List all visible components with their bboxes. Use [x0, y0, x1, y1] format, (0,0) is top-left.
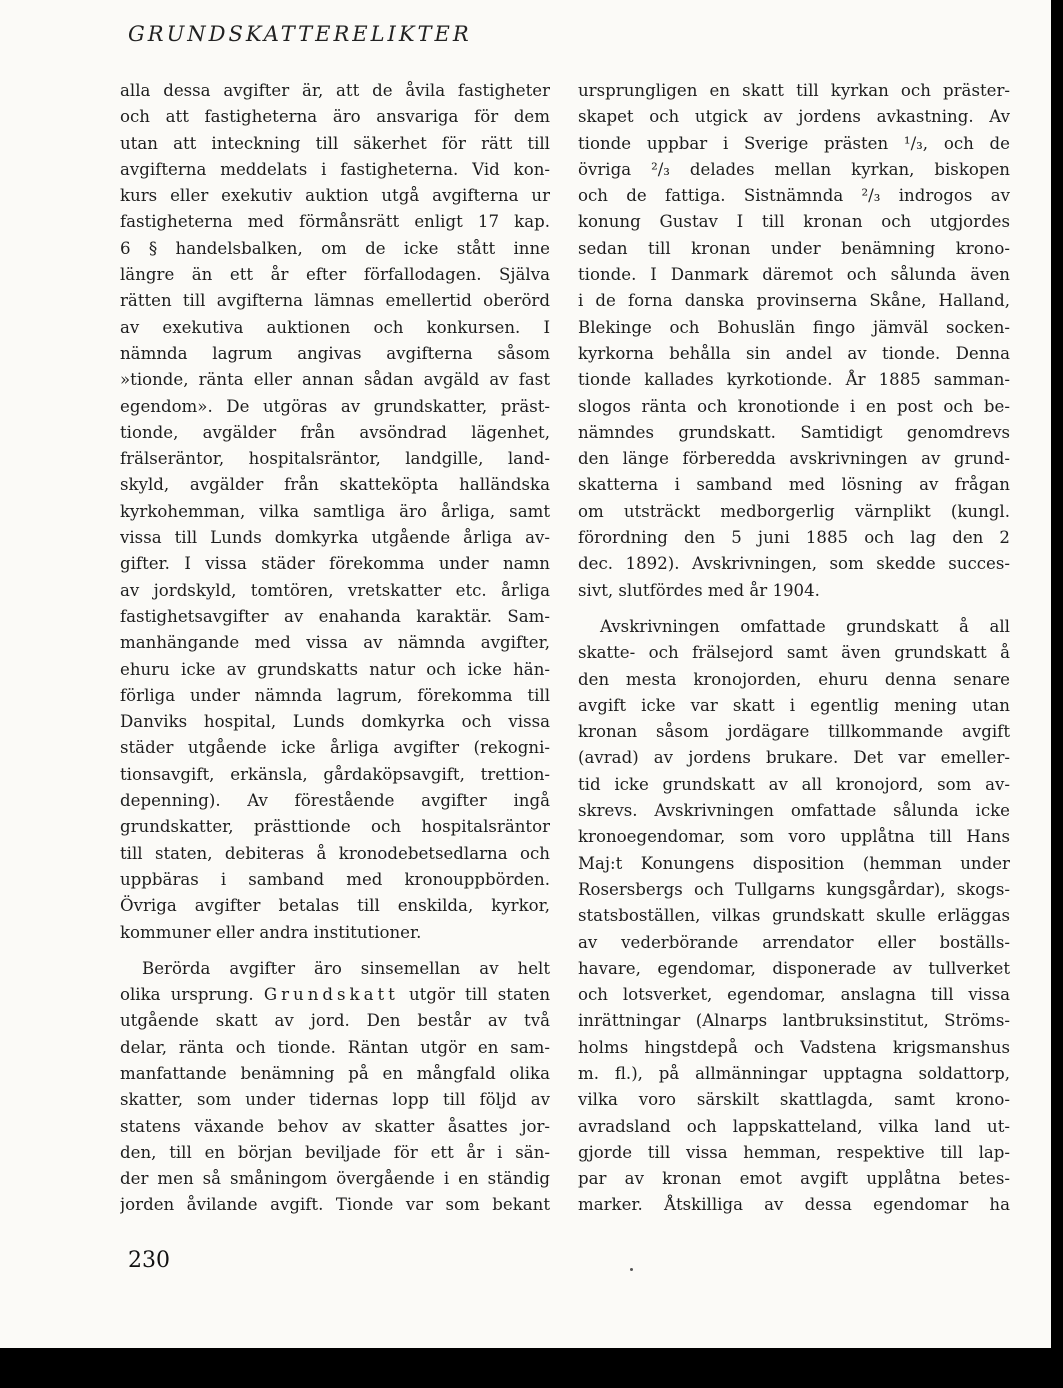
text-line: i de forna danska provinserna Skåne, Halland, [578, 291, 1010, 311]
text-line: längre än ett år efter förfallodagen. Själva [120, 265, 550, 285]
text-line: m. fl.), på allmänningar upptagna soldattorp, [578, 1063, 1010, 1083]
running-head: GRUNDSKATTERELIKTER [128, 22, 472, 46]
text-line: frälseräntor, hospitalsräntor, landgille, land- [120, 449, 550, 469]
text-run: utgör till staten [408, 985, 550, 1005]
text-line: utgående skatt av jord. Den består av två [120, 1011, 550, 1031]
left-column [120, 78, 550, 1219]
text-line: Rosersbergs och Tullgarns kungsgårdar), skogs- [578, 879, 1010, 899]
page-number: 230 [128, 1248, 170, 1273]
text-line: kyrkohemman, vilka samtliga äro årliga, samt [120, 501, 550, 521]
paragraph [120, 956, 550, 1219]
text-line: skrevs. Avskrivningen omfattade sålunda icke [578, 801, 1010, 821]
text-line: skatte- och frälsejord samt även grundskatt å [578, 643, 1010, 663]
text-line: om utsträckt medborgerlig värnplikt (kungl. [578, 501, 1010, 521]
text-line: ursprungligen en skatt till kyrkan och präster- [578, 81, 1010, 100]
scan-speck [630, 1268, 633, 1271]
text-line: par av kronan emot avgift upplåtna betes- [578, 1169, 1010, 1189]
text-line: havare, egendomar, disponerade av tullverket [578, 958, 1010, 978]
text-line: tionde kallades kyrkotionde. År 1885 samman- [578, 370, 1010, 390]
text-line: av jordskyld, tomtören, vretskatter etc. årliga [120, 580, 550, 600]
paragraph [578, 614, 1010, 1219]
text-line: Avskrivningen omfattade grundskatt å all [600, 616, 1010, 636]
text-line: manfattande benämning på en mångfald olika [120, 1063, 550, 1083]
text-line: kyrkorna behålla sin andel av tionde. Denna [578, 343, 1010, 363]
text-line: vissa till Lunds domkyrka utgående årliga av- [120, 528, 550, 548]
text-line: gjorde till vissa hemman, respektive till lap- [578, 1142, 1010, 1162]
text-line: Maj:t Konungens disposition (hemman under [578, 853, 1010, 873]
scan-border-right [1051, 0, 1063, 1388]
text-line: konung Gustav I till kronan och utgjordes [578, 212, 1010, 232]
text-line: avradsland och lappskatteland, vilka land ut- [578, 1116, 1010, 1136]
text-line: tid icke grundskatt av all kronojord, som av- [578, 774, 1010, 794]
text-line: egendom». De utgöras av grundskatter, präst- [120, 396, 550, 416]
right-column [578, 78, 1010, 1219]
text-line: städer utgående icke årliga avgifter (rekogni- [120, 738, 550, 758]
text-line: av vederbörande arrendator eller boställs- [578, 932, 1010, 952]
text-line: Blekinge och Bohuslän fingo jämväl socken- [578, 317, 1010, 337]
text-line [120, 982, 550, 1008]
text-line: depenning). Av förestående avgifter ingå [120, 791, 550, 811]
text-line: inrättningar (Alnarps lantbruksinstitut, Ströms- [578, 1011, 1010, 1031]
text-line: Övriga avgifter betalas till enskilda, kyrkor, [120, 896, 550, 916]
text-line: »tionde, ränta eller annan sådan avgäld av fast [120, 370, 550, 390]
text-line: nämnda lagrum angivas avgifterna såsom [120, 343, 550, 363]
text-line: Berörda avgifter äro sinsemellan av helt [142, 958, 550, 978]
text-line: 6 § handelsbalken, om de icke stått inne [120, 238, 550, 258]
text-line: utan att inteckning till säkerhet för rätt till [120, 133, 550, 153]
text-line: förordning den 5 juni 1885 och lag den 2 [578, 528, 1010, 548]
text-line: jorden åvilande avgift. Tionde var som bekant [120, 1195, 550, 1215]
text-line: gifter. I vissa städer förekomma under namn [120, 554, 550, 574]
text-line: tionde, avgälder från avsöndrad lägenhet, [120, 422, 550, 442]
text-line: kronoegendomar, som voro upplåtna till Hans [578, 827, 1010, 847]
text-line: rätten till avgifterna lämnas emellertid oberörd [120, 291, 550, 311]
text-line: statens växande behov av skatter åsattes jor- [120, 1116, 550, 1136]
text-line: nämndes grundskatt. Samtidigt genomdrevs [578, 422, 1010, 442]
text-line: fastigheterna med förmånsrätt enligt 17 kap. [120, 212, 550, 232]
text-line: alla dessa avgifter är, att de åvila fastigheter [120, 81, 550, 100]
text-line: sedan till kronan under benämning krono- [578, 238, 1010, 258]
paragraph [578, 78, 1010, 604]
paragraph [120, 78, 550, 946]
scan-border-bottom [0, 1348, 1063, 1388]
text-run: olika ursprung. [120, 985, 254, 1005]
text-line: av exekutiva auktionen och konkursen. I [120, 317, 550, 337]
text-line: ehuru icke av grundskatts natur och icke hän- [120, 659, 550, 679]
text-line: kronan såsom jordägare tillkommande avgift [578, 722, 1010, 742]
text-line: skapet och utgick av jordens avkastning. Av [578, 107, 1010, 127]
text-line: skatter, som under tidernas lopp till följd av [120, 1090, 550, 1110]
text-line: tionsavgift, erkänsla, gårdaköpsavgift, trettion- [120, 764, 550, 784]
text-line: delar, ränta och tionde. Räntan utgör en sam- [120, 1037, 550, 1057]
text-line: och lotsverket, egendomar, anslagna till vissa [578, 985, 1010, 1005]
text-line: holms hingstdepå och Vadstena krigsmanshus [578, 1037, 1010, 1057]
text-line: avgift icke var skatt i egentlig mening utan [578, 695, 1010, 715]
text-line: kommuner eller andra institutioner. [120, 922, 422, 942]
text-line: avgifterna meddelats i fastigheterna. Vid kon- [120, 159, 550, 179]
text-line: och att fastigheterna äro ansvariga för dem [120, 107, 550, 127]
text-line: sivt, slutfördes med år 1904. [578, 580, 820, 600]
text-line: tionde. I Danmark däremot och sålunda även [578, 265, 1010, 285]
text-line: fastighetsavgifter av enahanda karaktär. Sam- [120, 606, 550, 626]
text-line: der men så småningom övergående i en ständig [120, 1169, 550, 1189]
emphasized-term: Grundskatt [263, 985, 399, 1005]
text-line: kurs eller exekutiv auktion utgå avgifterna ur [120, 186, 550, 206]
text-line: den mesta kronojorden, ehuru denna senare [578, 669, 1010, 689]
text-line: den, till en början beviljade för ett år i sän- [120, 1142, 550, 1162]
text-line: Danviks hospital, Lunds domkyrka och vissa [120, 712, 550, 732]
text-line: övriga ²/₃ delades mellan kyrkan, biskopen [578, 159, 1010, 179]
text-line: (avrad) av jordens brukare. Det var emeller- [578, 748, 1010, 768]
text-line: till staten, debiteras å kronodebetsedlarna och [120, 843, 550, 863]
text-line: marker. Åtskilliga av dessa egendomar ha [578, 1195, 1010, 1215]
text-line: grundskatter, prästtionde och hospitalsräntor [120, 817, 550, 837]
text-line: och de fattiga. Sistnämnda ²/₃ indrogos av [578, 186, 1010, 206]
text-line: uppbäras i samband med kronouppbörden. [120, 869, 550, 889]
text-line: vilka voro särskilt skattlagda, samt krono- [578, 1090, 1010, 1110]
text-line: dec. 1892). Avskrivningen, som skedde succes- [578, 554, 1010, 574]
text-line: skatterna i samband med lösning av frågan [578, 475, 1010, 495]
text-line: statsboställen, vilkas grundskatt skulle erläggas [578, 906, 1010, 926]
text-line: förliga under nämnda lagrum, förekomma till [120, 685, 550, 705]
text-line: manhängande med vissa av nämnda avgifter, [120, 633, 550, 653]
text-line: den länge förberedda avskrivningen av grund- [578, 449, 1010, 469]
text-line: skyld, avgälder från skatteköpta halländska [120, 475, 550, 495]
text-line: tionde uppbar i Sverige prästen ¹/₃, och de [578, 133, 1010, 153]
text-line: slogos ränta och kronotionde i en post och be- [578, 396, 1010, 416]
